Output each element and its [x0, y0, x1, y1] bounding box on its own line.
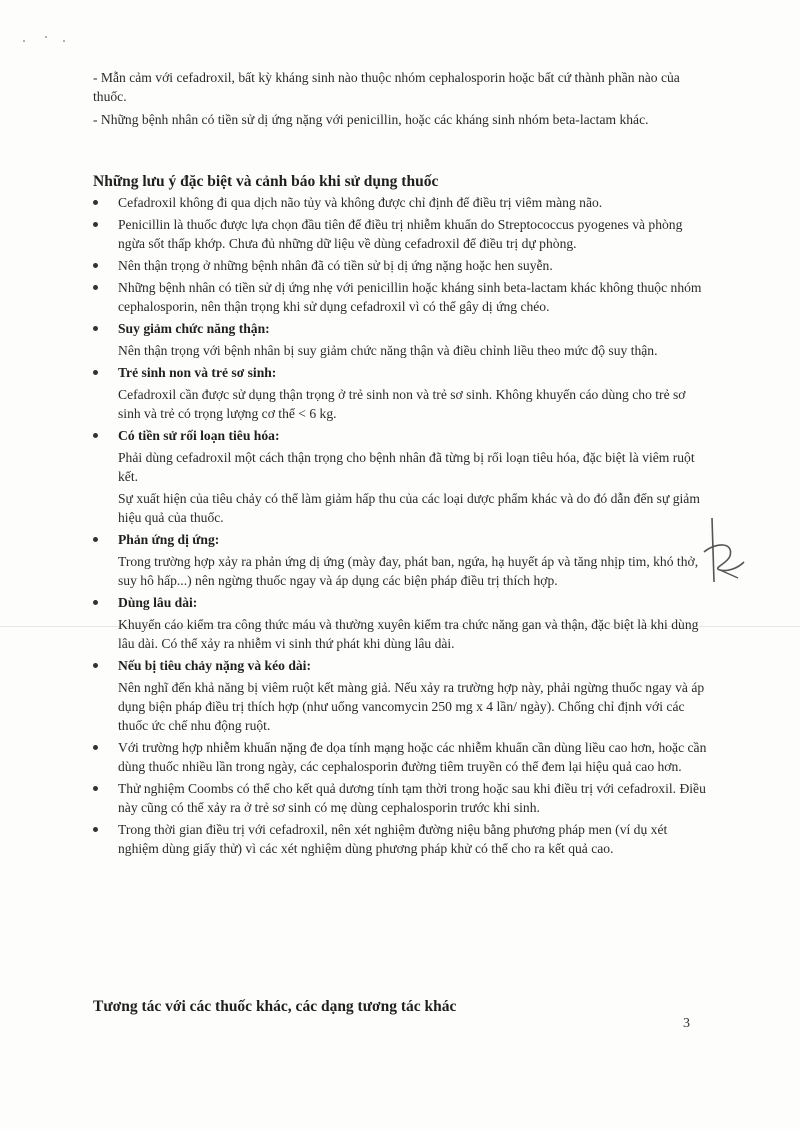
precaution-text: Trong thời gian điều trị với cefadroxil, nên xét nghiệm đường niệu bằng phương pháp men (ví dụ xét nghiệm dùng giấy thử) vì các xét nghiệm dùng phương pháp khử có thể cho ra kết quả cao. [118, 822, 668, 856]
precaution-text: Trong trường hợp xảy ra phản ứng dị ứng (mày đay, phát ban, ngứa, hạ huyết áp và tăng nhịp tim, khó thở, suy hô hấp...) nên ngừng thuốc ngay và áp dụng các biện pháp điều trị thích hợp. [118, 554, 699, 588]
section-heading-precautions: Những lưu ý đặc biệt và cảnh báo khi sử dụng thuốc [93, 173, 439, 190]
page-number: 3 [683, 1016, 690, 1031]
precaution-title: Trẻ sinh non và trẻ sơ sinh: [118, 365, 277, 380]
bullet-icon [93, 745, 98, 750]
bullet-icon [93, 200, 98, 205]
precaution-title: Dùng lâu dài: [118, 595, 198, 610]
precaution-item [93, 319, 708, 360]
bullet-icon [93, 285, 98, 290]
precaution-item [93, 426, 708, 527]
precaution-item [93, 193, 708, 212]
precaution-text: Thử nghiệm Coombs có thể cho kết quả dương tính tạm thời trong hoặc sau khi điều trị với cefadroxil. Điều này cũng có thể xảy ra ở trẻ sơ sinh có mẹ dùng cephalosporin trước khi sinh. [118, 781, 706, 815]
precaution-text: Khuyến cáo kiểm tra công thức máu và thường xuyên kiểm tra chức năng gan và thận, đặc biệt là khi dùng lâu dài. Có thể xảy ra nhiễm vi sinh thứ phát khi dùng lâu dài. [118, 617, 699, 651]
scan-speck [63, 40, 65, 42]
precaution-text: Nên nghĩ đến khả năng bị viêm ruột kết màng giả. Nếu xảy ra trường hợp này, phải ngừng thuốc ngay và áp dụng biện pháp điều trị thích hợp (như uống vancomycin 250 mg x 4 lần/ ngày). Chống chỉ định với các thuốc ức chế nhu động ruột. [118, 680, 705, 733]
precaution-text: Penicillin là thuốc được lựa chọn đầu tiên để điều trị nhiễm khuẩn do Streptococcus pyogenes và phòng ngừa sốt thấp khớp. Chưa đủ những dữ liệu về dùng cefadroxil để điều trị dự phòng. [118, 217, 683, 251]
precaution-item [93, 738, 708, 776]
intro-paragraph: - Những bệnh nhân có tiền sử dị ứng nặng với penicillin, hoặc các kháng sinh nhóm beta-lactam khác. [93, 112, 649, 127]
precaution-title: Nếu bị tiêu chảy nặng và kéo dài: [118, 658, 311, 673]
bullet-icon [93, 600, 98, 605]
precaution-item [93, 593, 708, 653]
bullet-icon [93, 786, 98, 791]
precaution-title: Phản ứng dị ứng: [118, 532, 220, 547]
precaution-text: Phải dùng cefadroxil một cách thận trọng cho bệnh nhân đã từng bị rối loạn tiêu hóa, đặc biệt là viêm ruột kết. [118, 450, 695, 484]
precaution-item [93, 363, 708, 423]
bullet-icon [93, 370, 98, 375]
precaution-text: Những bệnh nhân có tiền sử dị ứng nhẹ với penicillin hoặc kháng sinh beta-lactam khác không thuộc nhóm cephalosporin, nên thận trọng khi sử dụng cefadroxil vì có thể gây dị ứng chéo. [118, 280, 702, 314]
intro-paragraph: - Mẫn cảm với cefadroxil, bất kỳ kháng sinh nào thuộc nhóm cephalosporin hoặc bất cứ thành phần nào của thuốc. [93, 70, 680, 104]
precaution-item [93, 656, 708, 735]
bullet-icon [93, 433, 98, 438]
bullet-icon [93, 326, 98, 331]
scan-speck [45, 36, 47, 38]
precaution-item [93, 820, 708, 858]
precaution-item [93, 215, 708, 253]
section-heading-interactions: Tương tác với các thuốc khác, các dạng tương tác khác [93, 998, 457, 1015]
bullet-icon [93, 663, 98, 668]
precaution-text: Sự xuất hiện của tiêu chảy có thể làm giảm hấp thu của các loại dược phẩm khác và do đó dẫn đến sự giảm hiệu quả của thuốc. [118, 491, 700, 525]
bullet-icon [93, 263, 98, 268]
precaution-text: Cefadroxil không đi qua dịch não tủy và không được chỉ định để điều trị viêm màng não. [118, 195, 603, 210]
bullet-icon [93, 827, 98, 832]
bullet-icon [93, 537, 98, 542]
bullet-icon [93, 222, 98, 227]
precaution-text: Với trường hợp nhiễm khuẩn nặng đe dọa tính mạng hoặc các nhiễm khuẩn cần dùng liều cao hơn, hoặc cần dùng thuốc nhiều lần trong ngày, các cephalosporin đường tiêm truyền có thể đem lại hiệu quả cao hơn. [118, 740, 707, 774]
contraindications-continued [93, 68, 703, 133]
precaution-title: Có tiền sử rối loạn tiêu hóa: [118, 428, 280, 443]
precaution-text: Nên thận trọng với bệnh nhân bị suy giảm chức năng thận và điều chỉnh liều theo mức độ suy thận. [118, 343, 658, 358]
precaution-item [93, 530, 708, 590]
precaution-item [93, 278, 708, 316]
scan-speck [23, 40, 25, 42]
precaution-text: Nên thận trọng ở những bệnh nhân đã có tiền sử bị dị ứng nặng hoặc hen suyễn. [118, 258, 553, 273]
precaution-item [93, 779, 708, 817]
precaution-item [93, 256, 708, 275]
precaution-text: Cefadroxil cần được sử dụng thận trọng ở trẻ sinh non và trẻ sơ sinh. Không khuyến cáo dùng cho trẻ sơ sinh và trẻ có trọng lượng cơ thể < 6 kg. [118, 387, 686, 421]
precautions-list [93, 193, 708, 861]
precaution-title: Suy giảm chức năng thận: [118, 321, 270, 336]
handwritten-initials-mark [690, 512, 750, 592]
